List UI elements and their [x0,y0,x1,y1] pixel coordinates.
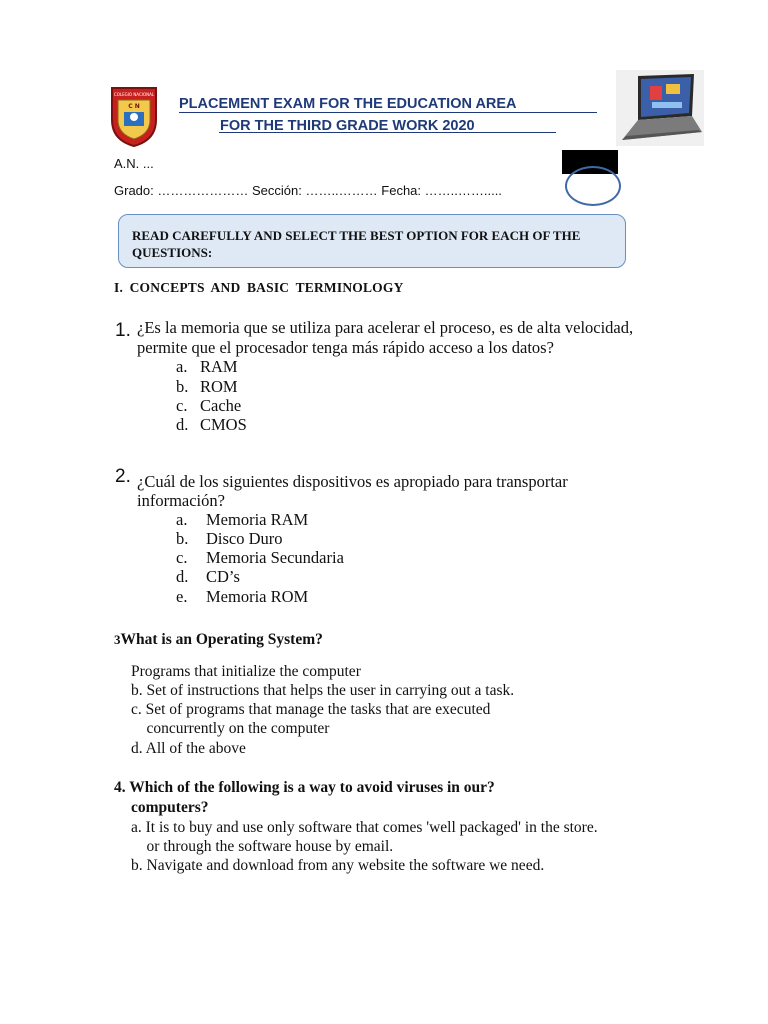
instructions-box [118,214,626,268]
question-1-option-a[interactable]: a. RAM [176,357,238,376]
question-1-line2: permite que el procesador tenga más rápido acceso a los datos? [137,338,554,357]
laptop-illustration [616,70,704,146]
score-oval [565,166,621,206]
instructions-text: READ CAREFULLY AND SELECT THE BEST OPTION FOR EACH OF THE QUESTIONS: [132,228,581,260]
question-2-number: 2. [115,466,131,487]
question-1-option-d[interactable]: d. CMOS [176,415,247,434]
question-3-option-c-cont: concurrently on the computer [131,720,330,737]
question-1-number: 1. [115,320,131,341]
exam-title-line1: PLACEMENT EXAM FOR THE EDUCATION AREA [179,96,517,112]
grado-seccion-fecha-field: Grado: ………………… Sección: ……..……… Fecha: ……..……..... [114,183,502,198]
logo-caption: COLEGIO NACIONAL [113,92,155,97]
question-2-option-a[interactable]: a. Memoria RAM [176,510,309,529]
question-1-option-c[interactable]: c. Cache [176,396,242,415]
question-2-line2: información? [137,491,225,510]
question-3-title: 3What is an Operating System? [114,631,323,648]
question-2-option-b[interactable]: b. Disco Duro [176,529,283,548]
question-1-line1: ¿Es la memoria que se utiliza para acelerar el proceso, es de alta velocidad, [137,318,634,337]
question-2-option-e[interactable]: e. Memoria ROM [176,587,309,606]
question-4-option-b[interactable]: b. Navigate and download from any website the software we need. [131,857,545,874]
question-3-option-c[interactable]: c. Set of programs that manage the tasks that are executed [131,701,491,718]
question-4-option-a[interactable]: a. It is to buy and use only software that comes 'well packaged' in the store. [131,819,598,836]
question-2-option-d[interactable]: d. CD’s [176,567,240,586]
exam-title-line2: FOR THE THIRD GRADE WORK 2020 [220,118,475,134]
school-logo [110,86,158,148]
section-title: I. CONCEPTS AND BASIC TERMINOLOGY [114,280,404,295]
question-1-option-b[interactable]: b. ROM [176,377,238,396]
question-3-option-a[interactable]: Programs that initialize the computer [131,663,361,680]
an-field: A.N. ... [114,156,154,171]
question-4-title-line2: computers? [131,799,209,816]
question-3-option-d[interactable]: d. All of the above [131,740,246,757]
question-3-option-b[interactable]: b. Set of instructions that helps the user in carrying out a task. [131,682,515,699]
title-underline-1 [179,112,597,113]
question-4-title-line1: 4. Which of the following is a way to avoid viruses in our? [114,779,495,796]
question-4-option-a-cont: or through the software house by email. [131,838,394,855]
title-underline-2 [219,132,556,133]
logo-letters: C N [128,103,140,110]
question-2-option-c[interactable]: c. Memoria Secundaria [176,548,344,567]
question-2-line1: ¿Cuál de los siguientes dispositivos es apropiado para transportar [137,472,568,491]
